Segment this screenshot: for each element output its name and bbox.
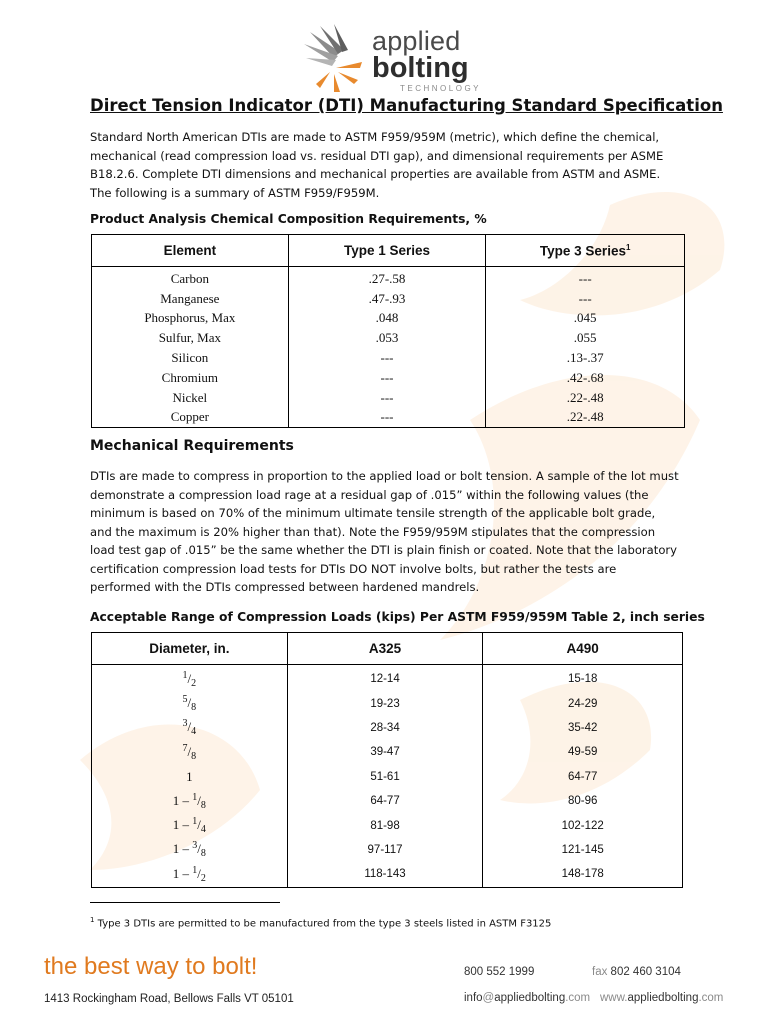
table-row bbox=[92, 309, 685, 329]
fraction-numerator: 7 bbox=[182, 742, 188, 754]
diameter-fraction bbox=[192, 840, 206, 860]
cell-element: Phosphorus, Max bbox=[92, 309, 289, 329]
table-row bbox=[92, 665, 683, 692]
fraction-numerator: 1 bbox=[192, 791, 198, 803]
cell-diameter bbox=[92, 691, 288, 715]
chemical-composition-table bbox=[91, 234, 685, 428]
logo-fan-icon bbox=[300, 22, 372, 94]
footnote-marker: 1 bbox=[625, 242, 631, 252]
table-row bbox=[92, 691, 683, 715]
fraction-slash: / bbox=[197, 841, 201, 857]
email-tld: .com bbox=[565, 992, 591, 1004]
cell-type1: .47-.93 bbox=[288, 289, 486, 309]
comp-table-body bbox=[92, 665, 683, 888]
fraction-numerator: 3 bbox=[192, 840, 198, 852]
diameter-whole: 1 – bbox=[172, 865, 193, 881]
cell-diameter bbox=[92, 765, 288, 789]
document-title: Direct Tension Indicator (DTI) Manufacturing Standard Specification bbox=[90, 96, 723, 115]
mechanical-paragraph: DTIs are made to compress in proportion to the applied load or bolt tension. A sample of the lot must demonstrate a compression load rage at a residual gap of .015” within the following values (the minimum is based on 70% of the minimum ultimate tensile strength of the applicable bolt grade, and the maximum is 20% higher than that). Note the F959/959M stipulates that the compression load test gap of .015” be the same whether the DTI is plain finish or coated. Note that the laboratory certification compression load tests for DTIs DO NOT involve bolts, but rather the tests are performed with the DTIs compressed between hardened mandrels. bbox=[90, 469, 679, 594]
footnote bbox=[90, 916, 551, 929]
fraction-numerator: 1 bbox=[192, 864, 198, 876]
cell-a490: 102-122 bbox=[483, 813, 683, 837]
table-row bbox=[92, 267, 685, 289]
footnote-number: 1 bbox=[90, 916, 95, 924]
cell-a490: 80-96 bbox=[483, 789, 683, 813]
company-logo bbox=[300, 22, 480, 94]
compression-load-table bbox=[91, 632, 683, 888]
fraction-numerator: 1 bbox=[182, 669, 188, 681]
cell-diameter bbox=[92, 740, 288, 764]
email-at: @ bbox=[482, 992, 495, 1004]
fraction-slash: / bbox=[187, 743, 192, 759]
email-domain: appliedbolting bbox=[494, 992, 566, 1004]
cell-element: Nickel bbox=[92, 388, 289, 408]
fraction-numerator: 3 bbox=[182, 718, 188, 730]
table-header-row bbox=[92, 235, 685, 267]
header-type1: Type 1 Series bbox=[288, 235, 486, 267]
table-row bbox=[92, 862, 683, 887]
logo-word-bolting: bolting bbox=[372, 52, 469, 84]
cell-type3: .22-.48 bbox=[486, 408, 685, 428]
intro-paragraph: Standard North American DTIs are made to ASTM F959/959M (metric), which define the chemical, mechanical (read compression load vs. residual DTI gap), and dimensional requirements per ASME B18.2.6. Complete DTI dimensions and mechanical properties are available from ASTM and ASME. The following is a summary of ASTM F959/F959M. bbox=[90, 130, 664, 200]
diameter-fraction bbox=[192, 816, 206, 836]
fax-number: 802 460 3104 bbox=[610, 966, 681, 978]
footer-phone[interactable]: 800 552 1999 bbox=[464, 966, 535, 978]
fraction-denominator: 4 bbox=[191, 726, 197, 738]
email-user: info bbox=[464, 992, 483, 1004]
table-row bbox=[92, 289, 685, 309]
web-prefix: www. bbox=[600, 992, 628, 1004]
cell-element: Sulfur, Max bbox=[92, 328, 289, 348]
cell-type1: --- bbox=[288, 408, 486, 428]
cell-type1: .048 bbox=[288, 309, 486, 329]
cell-diameter bbox=[92, 789, 288, 813]
cell-type3: --- bbox=[486, 267, 685, 289]
diameter-fraction bbox=[182, 742, 197, 762]
cell-a325: 51-61 bbox=[287, 765, 483, 789]
table-row bbox=[92, 716, 683, 740]
cell-element: Carbon bbox=[92, 267, 289, 289]
cell-type3: .045 bbox=[486, 309, 685, 329]
table-row bbox=[92, 348, 685, 368]
diameter-fraction bbox=[192, 864, 206, 884]
table-header-row bbox=[92, 633, 683, 665]
footer-fax bbox=[592, 966, 681, 978]
cell-type1: .27-.58 bbox=[288, 267, 486, 289]
cell-type3: .42-.68 bbox=[486, 368, 685, 388]
fraction-numerator: 1 bbox=[192, 816, 198, 828]
cell-type1: --- bbox=[288, 368, 486, 388]
cell-a325: 12-14 bbox=[287, 665, 483, 692]
fraction-numerator: 5 bbox=[182, 694, 188, 706]
table-row bbox=[92, 328, 685, 348]
cell-a325: 118-143 bbox=[287, 862, 483, 887]
mechanical-heading: Mechanical Requirements bbox=[90, 438, 294, 454]
diameter-whole: 1 bbox=[186, 768, 193, 784]
header-a490: A490 bbox=[483, 633, 683, 665]
fax-label: fax bbox=[592, 966, 608, 978]
cell-a325: 81-98 bbox=[287, 813, 483, 837]
cell-a490: 49-59 bbox=[483, 740, 683, 764]
footer-website-link[interactable] bbox=[600, 992, 723, 1004]
header-element: Element bbox=[92, 235, 289, 267]
fraction-denominator: 8 bbox=[200, 799, 206, 811]
web-domain: appliedbolting bbox=[627, 992, 699, 1004]
cell-a325: 39-47 bbox=[287, 740, 483, 764]
chem-table-caption: Product Analysis Chemical Composition Requirements, % bbox=[90, 212, 487, 226]
cell-diameter bbox=[92, 665, 288, 692]
cell-element: Chromium bbox=[92, 368, 289, 388]
footnote-divider bbox=[90, 902, 280, 903]
cell-diameter bbox=[92, 813, 288, 837]
cell-type3: --- bbox=[486, 289, 685, 309]
cell-a490: 24-29 bbox=[483, 691, 683, 715]
cell-a490: 64-77 bbox=[483, 765, 683, 789]
table-row bbox=[92, 408, 685, 428]
cell-diameter bbox=[92, 838, 288, 862]
cell-element: Copper bbox=[92, 408, 289, 428]
diameter-fraction bbox=[182, 718, 197, 738]
table-row bbox=[92, 813, 683, 837]
cell-a490: 15-18 bbox=[483, 665, 683, 692]
table-row bbox=[92, 789, 683, 813]
logo-word-applied: applied bbox=[372, 26, 461, 56]
table-row bbox=[92, 765, 683, 789]
cell-type1: .053 bbox=[288, 328, 486, 348]
diameter-fraction bbox=[192, 791, 206, 811]
comp-table-caption: Acceptable Range of Compression Loads (kips) Per ASTM F959/959M Table 2, inch series bbox=[90, 610, 705, 624]
fraction-denominator: 2 bbox=[200, 872, 206, 884]
cell-type1: --- bbox=[288, 348, 486, 368]
cell-a490: 148-178 bbox=[483, 862, 683, 887]
fraction-slash: / bbox=[197, 792, 201, 808]
footnote-text: Type 3 DTIs are permitted to be manufactured from the type 3 steels listed in ASTM F3125 bbox=[94, 918, 552, 930]
cell-a325: 19-23 bbox=[287, 691, 483, 715]
footer-email-link[interactable] bbox=[464, 992, 590, 1004]
table-row bbox=[92, 838, 683, 862]
cell-a490: 121-145 bbox=[483, 838, 683, 862]
cell-type3: .22-.48 bbox=[486, 388, 685, 408]
footer-address: 1413 Rockingham Road, Bellows Falls VT 05101 bbox=[44, 993, 294, 1005]
fraction-slash: / bbox=[197, 817, 201, 833]
fraction-denominator: 8 bbox=[191, 702, 197, 714]
cell-a325: 97-117 bbox=[287, 838, 483, 862]
fraction-slash: / bbox=[187, 719, 192, 735]
footer-tagline: the best way to bolt! bbox=[44, 953, 258, 980]
fraction-slash: / bbox=[187, 695, 192, 711]
fraction-slash: / bbox=[187, 670, 192, 686]
diameter-fraction bbox=[182, 669, 197, 689]
fraction-denominator: 8 bbox=[200, 848, 206, 860]
fraction-denominator: 2 bbox=[191, 677, 197, 689]
cell-diameter bbox=[92, 716, 288, 740]
cell-element: Silicon bbox=[92, 348, 289, 368]
fraction-slash: / bbox=[197, 865, 201, 881]
fraction-denominator: 8 bbox=[191, 750, 197, 762]
cell-element: Manganese bbox=[92, 289, 289, 309]
cell-a325: 64-77 bbox=[287, 789, 483, 813]
diameter-fraction bbox=[182, 694, 197, 714]
cell-type3: .055 bbox=[486, 328, 685, 348]
header-type3 bbox=[486, 235, 685, 267]
cell-type3: .13-.37 bbox=[486, 348, 685, 368]
cell-a325: 28-34 bbox=[287, 716, 483, 740]
web-tld: .com bbox=[698, 992, 724, 1004]
cell-type1: --- bbox=[288, 388, 486, 408]
fraction-denominator: 4 bbox=[200, 824, 206, 836]
diameter-whole: 1 – bbox=[172, 817, 193, 833]
logo-word-technology: TECHNOLOGY bbox=[400, 84, 482, 93]
table-row bbox=[92, 740, 683, 764]
table-row bbox=[92, 388, 685, 408]
header-diameter: Diameter, in. bbox=[92, 633, 288, 665]
cell-a490: 35-42 bbox=[483, 716, 683, 740]
cell-diameter bbox=[92, 862, 288, 887]
diameter-whole: 1 – bbox=[172, 792, 193, 808]
diameter-whole: 1 – bbox=[172, 841, 193, 857]
header-type3-label: Type 3 Series bbox=[539, 243, 626, 259]
chem-table-body bbox=[92, 267, 685, 428]
table-row bbox=[92, 368, 685, 388]
header-a325: A325 bbox=[287, 633, 483, 665]
